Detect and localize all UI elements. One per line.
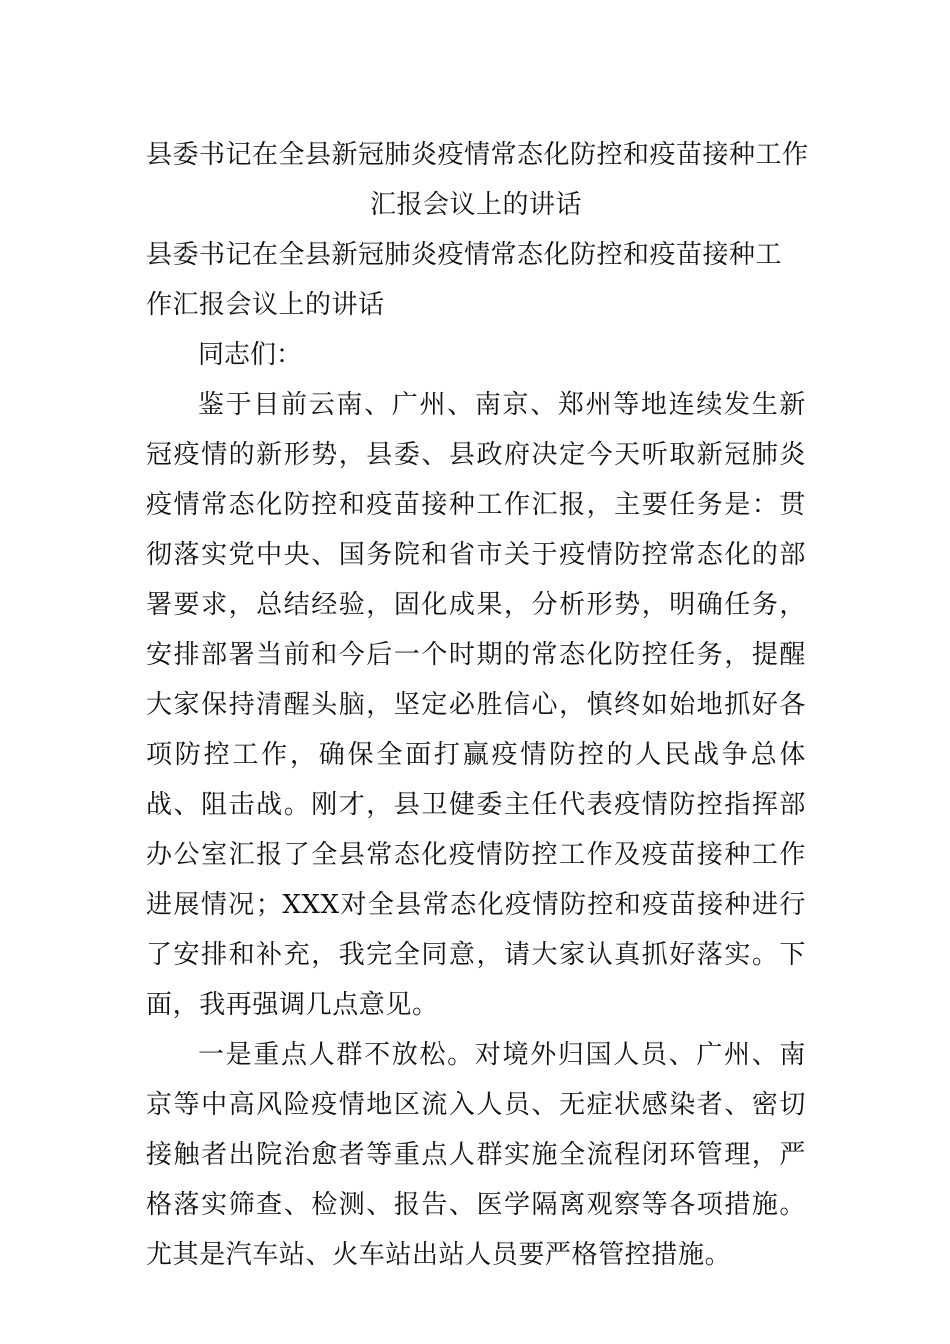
- title-line-2: 汇报会议上的讲话: [369, 190, 582, 220]
- paragraph-point-one: 一是重点人群不放松。对境外归国人员、广州、南京等中高风险疫情地区流入人员、无症状感染者、密切接触者出院治愈者等重点人群实施全流程闭环管理，严格落实筛查、检测、报告、医学隔离观察等各项措施。尤其是汽车站、火车站出站人员要严格管控措施。: [146, 1040, 806, 1270]
- title-line-1: 县委书记在全县新冠肺炎疫情常态化防控和疫苗接种工作: [146, 140, 809, 170]
- greeting: 同志们：: [198, 340, 303, 370]
- document-title: [146, 130, 809, 230]
- document-subtitle: 县委书记在全县新冠肺炎疫情常态化防控和疫苗接种工作汇报会议上的讲话: [146, 240, 783, 320]
- document-body: [146, 130, 809, 1280]
- paragraph-intro: 鉴于目前云南、广州、南京、郑州等地连续发生新冠疫情的新形势，县委、县政府决定今天听取新冠肺炎疫情常态化防控和疫苗接种工作汇报，主要任务是：贯彻落实党中央、国务院和省市关于疫情防控常态化的部署要求，总结经验，固化成果，分析形势，明确任务，安排部署当前和今后一个时期的常态化防控任务，提醒大家保持清醒头脑，坚定必胜信心，慎终如始地抓好各项防控工作，确保全面打赢疫情防控的人民战争总体战、阻击战。刚才，县卫健委主任代表疫情防控指挥部办公室汇报了全县常态化疫情防控工作及疫苗接种工作进展情况；XXX对全县常态化疫情防控和疫苗接种进行了安排和补充，我完全同意，请大家认真抓好落实。下面，我再强调几点意见。: [146, 390, 806, 1020]
